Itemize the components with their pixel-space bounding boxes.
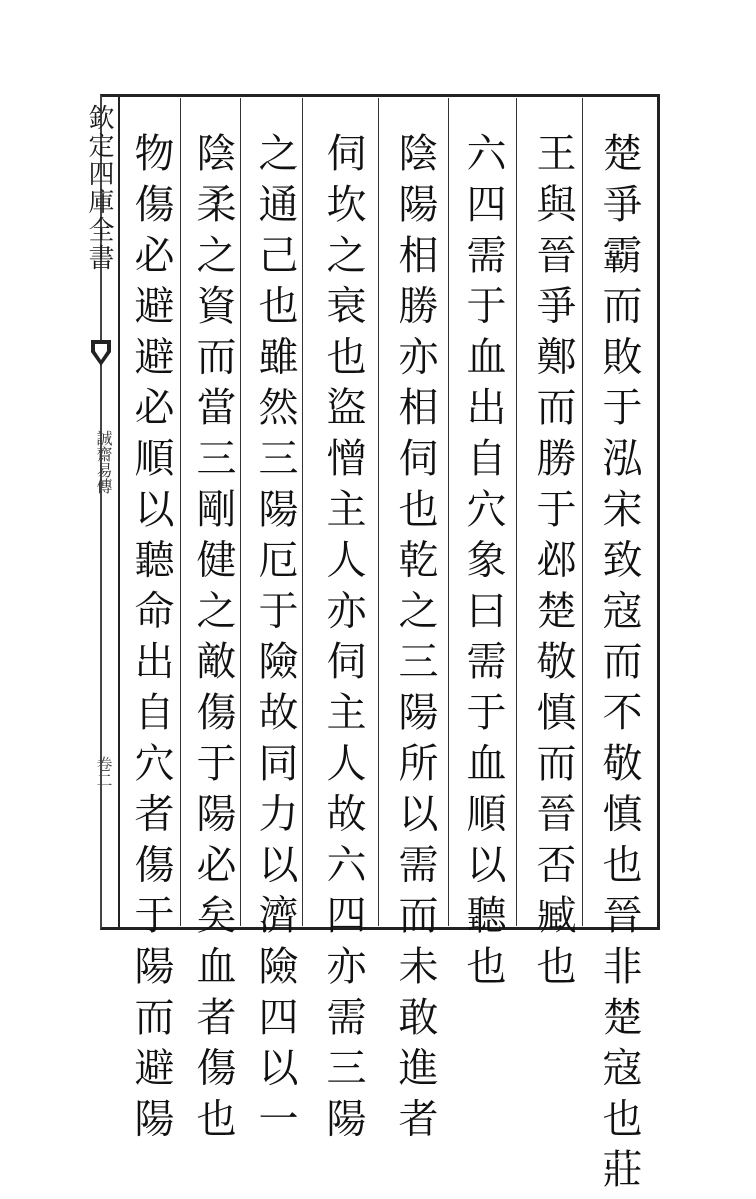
banxin-title: 欽定四庫全書 bbox=[84, 104, 114, 272]
column-rule bbox=[180, 98, 181, 926]
text-column-5: 伺坎之衰也盜憎主人亦伺主人故六四亦需三陽 bbox=[320, 132, 366, 1148]
text-column-2: 王與晉爭鄭而勝于邲楚敬慎而晉否臧也 bbox=[530, 132, 576, 996]
column-rule bbox=[582, 98, 583, 926]
column-rule bbox=[516, 98, 517, 926]
text-column-7: 陰柔之資而當三剛健之敵傷于陽必矣血者傷也 bbox=[190, 132, 236, 1148]
text-column-8: 物傷必避避必順以聽命出自穴者傷于陽而避陽 bbox=[128, 132, 174, 1148]
text-column-3: 六四需于血出自穴象曰需于血順以聽也 bbox=[460, 132, 506, 996]
text-column-4: 陰陽相勝亦相伺也乾之三陽所以需而未敢進者 bbox=[392, 132, 438, 1148]
banxin-page-number: 卷二 bbox=[94, 756, 113, 788]
column-rule bbox=[302, 98, 303, 926]
banxin-section: 誠齋易傳 bbox=[94, 430, 113, 494]
column-rule bbox=[448, 98, 449, 926]
fishtail-mark-icon bbox=[90, 338, 112, 368]
column-rule bbox=[378, 98, 379, 926]
text-column-1: 楚爭霸而敗于泓宋致寇而不敬慎也晉非楚寇也莊 bbox=[596, 132, 642, 1199]
column-rule bbox=[240, 98, 241, 926]
text-column-6: 之通己也雖然三陽厄于險故同力以濟險四以一 bbox=[252, 132, 298, 1148]
